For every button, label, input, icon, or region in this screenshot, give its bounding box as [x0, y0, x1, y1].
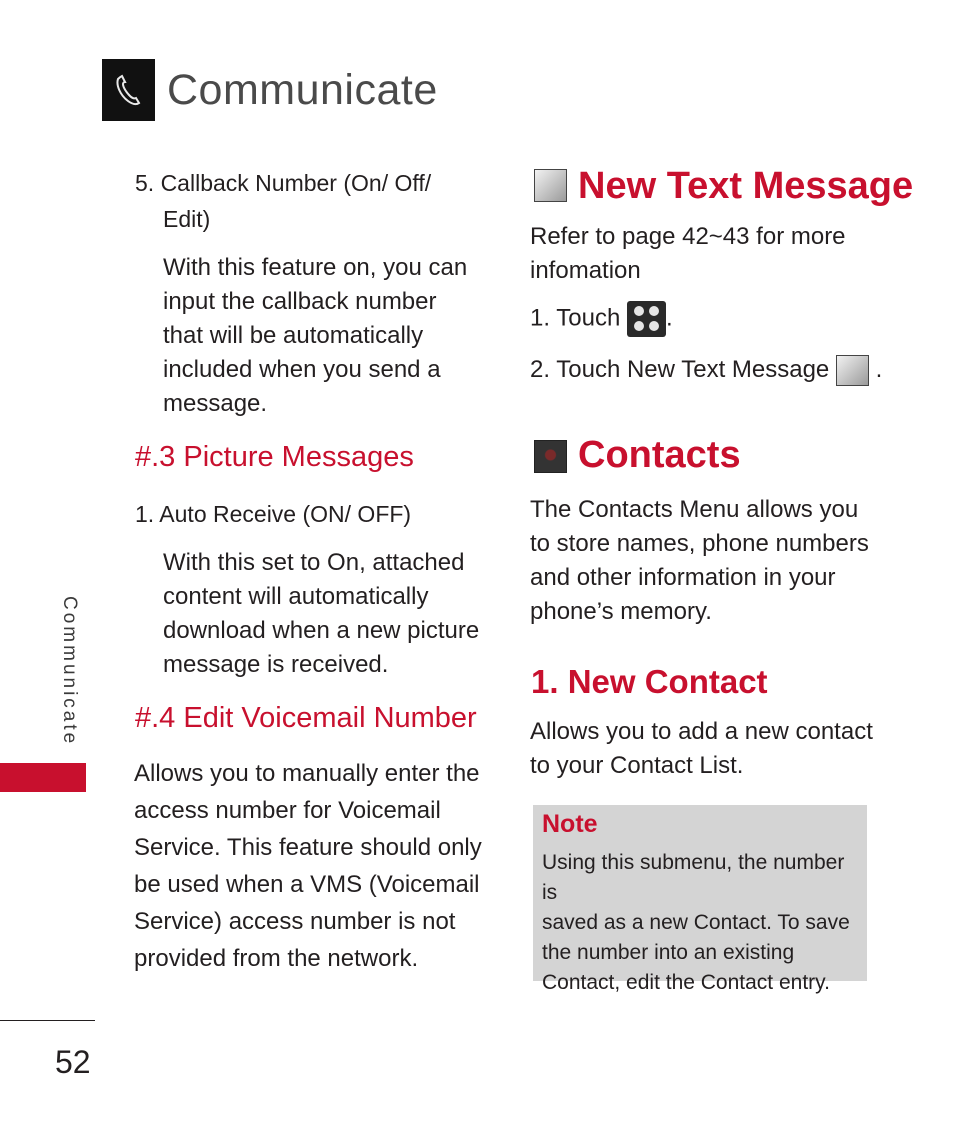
side-tab-label: Communicate: [59, 596, 80, 747]
callback-number-title: 5. Callback Number (On/ Off/: [135, 170, 432, 196]
side-tab-marker: [0, 763, 86, 792]
message-icon: [534, 169, 567, 202]
contacts-desc: The Contacts Menu allows you to store names, phone numbers and other information in your phone’s memory.: [530, 496, 869, 625]
contacts-book-icon: [534, 440, 567, 473]
step-2-target: New Text Message: [626, 356, 830, 383]
phone-icon: [102, 59, 155, 121]
auto-receive-title: 1. Auto Receive (ON/ OFF): [135, 501, 412, 527]
callback-number-title-cont: Edit): [163, 206, 211, 232]
edit-voicemail-heading: #.4 Edit Voicemail Number: [135, 702, 477, 734]
picture-messages-heading: #.3 Picture Messages: [135, 441, 414, 473]
auto-receive-desc: With this set to On, attached content will automatically download when a new picture message is received.: [163, 549, 480, 678]
page-title: Communicate: [167, 66, 438, 114]
page-number: 52: [55, 1044, 91, 1080]
menu-grid-icon: [627, 301, 666, 337]
callback-number-desc: With this feature on, you can input the callback number that will be automatically included when you send a message.: [163, 254, 468, 417]
note-title: Note: [542, 810, 598, 838]
new-text-message-ref: Refer to page 42~43 for more infomation: [530, 223, 846, 284]
new-contact-desc: Allows you to add a new contact to your Contact List.: [530, 718, 873, 779]
message-icon: [836, 355, 869, 386]
new-text-message-heading: New Text Message: [578, 165, 914, 207]
note-text: Using this submenu, the number is saved as a new Contact. To save the number into an existing Contact, edit the Contact entry.: [542, 851, 850, 994]
contacts-heading: Contacts: [578, 434, 741, 476]
footer-rule: [0, 1020, 95, 1021]
step-1: 1. Touch .: [530, 301, 673, 337]
step-2: 2. Touch New Text Message .: [530, 353, 882, 387]
edit-voicemail-desc: Allows you to manually enter the access number for Voicemail Service. This feature should only be used when a VMS (Voicemail Service) access number is not provided from the network.: [134, 760, 482, 972]
new-contact-heading: 1. New Contact: [531, 663, 768, 700]
